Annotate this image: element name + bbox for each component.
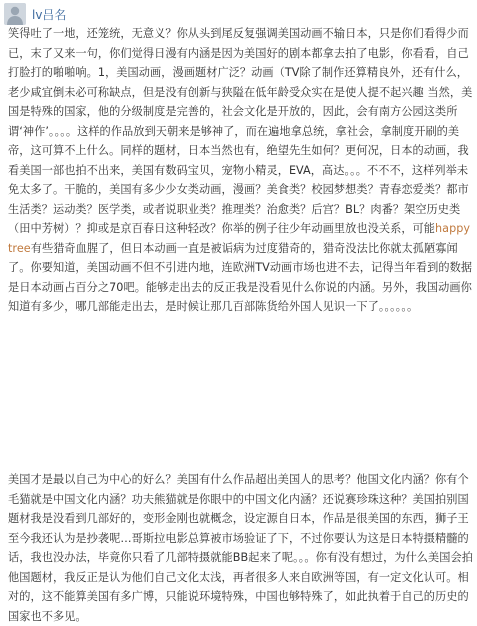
paragraph-1-text: 笑得吐了一地，还笼统，无意义？你从头到尾反复强调美国动画不输日本，只是你们看得少而已，末了又来一句，你们觉得日漫有内涵是因为美国好的剧本都拿去拍了电影，你看看，自己打脸打的啪啪响。1，美国动画，漫画题材广泛？动画（TV除了制作还算精良外，还有什么，老少咸宜倒未必可称缺点，但是没有创新与狭隘在低年龄受众实在是使人提不起兴趣 当然，美国是特殊的国家，他的分级制度是完善的，社会文化是开放的，因此，会有南方公园这类所谓‘神作’。。。。这样的作品放到天朝来是够神了，而在遍地拿总统，拿社会，拿制度开刷的美帝，这可算不上什么。同样的题材，日本当然也有，绝望先生如何？更何况，日本的动画，我看美国一部也拍不出来，美国有数码宝贝，宠物小精灵，EVA，高达。。。不不不，这样列举未免太多了。干脆的，美国有多少少女类动画，漫画？美食类？校园梦想类？青春恋爱类？都市生活类？运动类？医学类，或者说职业类？推理类？治愈类？后宫？BL？肉番？架空历史类（田中芳树）？抑或是京百春日这种轻改？你举的例子往少年动画里放也没关系，可能 xyxy=(8,27,473,235)
post-header xyxy=(4,3,66,25)
user-avatar-icon[interactable] xyxy=(4,3,26,25)
username-link[interactable]: lv吕名 xyxy=(32,7,67,22)
post-paragraph-1 xyxy=(8,24,473,388)
post-paragraph-2: 美国才是最以自己为中心的好么？美国有什么作品超出美国人的思考？他国文化内涵？你有个毛猫就是中国文化内涵？功夫熊猫就是你眼中的中国文化内涵？还说赛珍珠这种？美国拍别国题材我是没看到几部好的，变形金刚也就概念，设定源自日本，作品是很美国的东西，狮子王至今我还认为是抄袭呢…哥斯拉电影总算被市场验证了下，不过你要认为这是日本特摄精髓的话，我也没办法，毕竟你只看了几部特摄就能BB起来了呢。。。你有没有想过，为什么美国会拍他国题材，我反正是认为他们自己文化太浅，再者很多人来自欧洲等国，有一定文化认可。相对的，这不能算美国有多广博，只能说环境特殊，中国也够特殊了，如此执着于自己的历史的国家也不多见。 xyxy=(8,473,473,623)
paragraph-1-text-after: 有些猎奇血腥了，但日本动画一直是被诟病为过度猎奇的，猎奇没法比你就太孤陋寡闻了。你要知道，美国动画不但不引进内地，连欧洲TV动画市场也进不去，记得当年看到的数据是日本动画占百分之70吧。能够走出去的反正我是没看见什么你说的内涵。另外，我国动画你知道有多少，哪几部能走出去，是时候让那几百部陈货给外国人见识一下了。。。。。。 xyxy=(8,241,473,313)
paragraph-1-highlight: happytree xyxy=(8,222,471,255)
